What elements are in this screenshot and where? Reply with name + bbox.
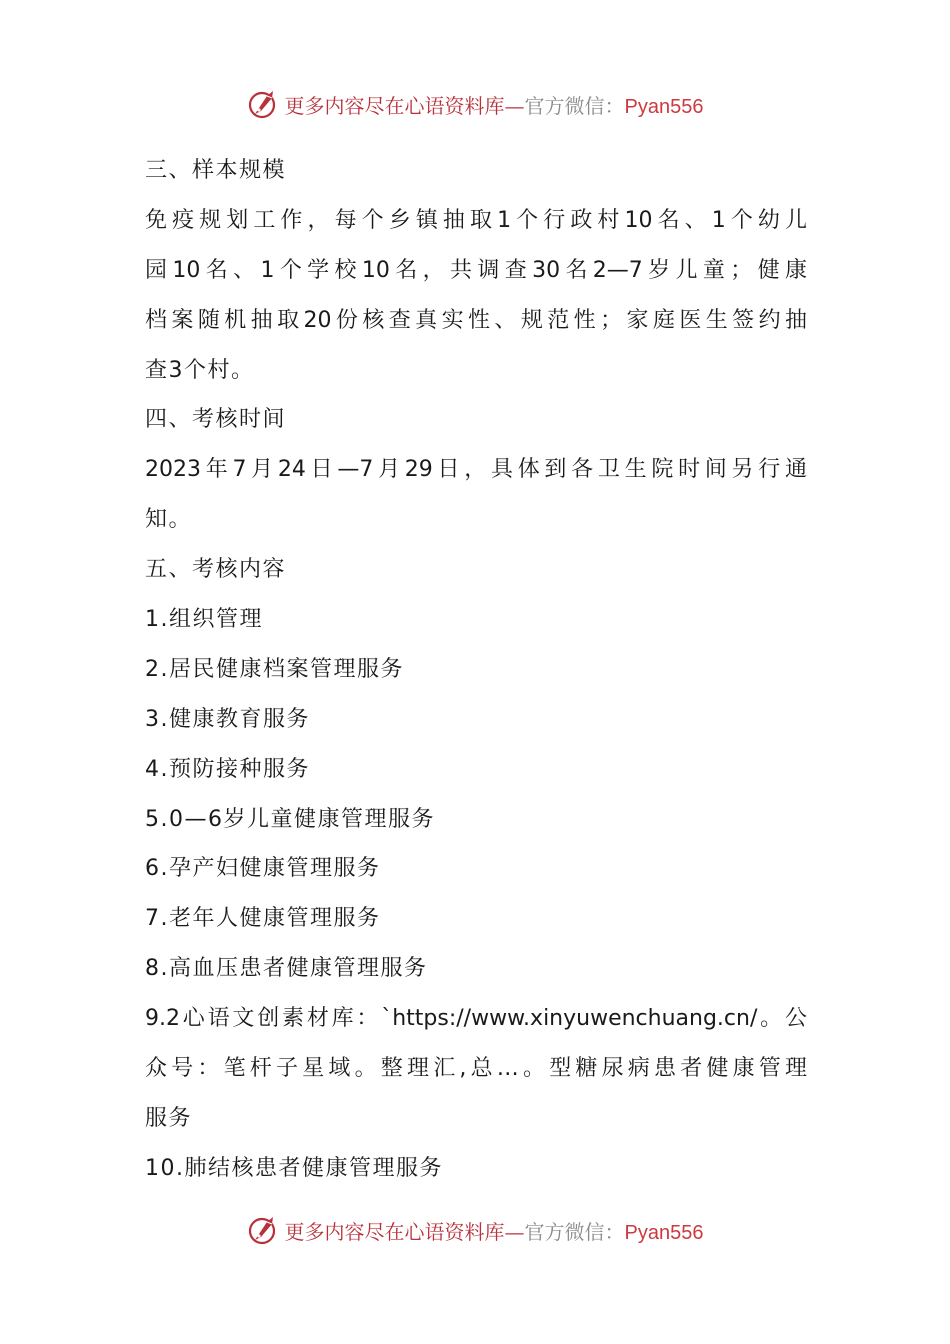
text-line: 7.老年人健康管理服务 [145, 906, 381, 932]
text-line: 免疫规划工作，每个乡镇抽取1个行政村10名、1个幼儿 [145, 207, 807, 233]
pen-nib-logo-icon [247, 1213, 281, 1247]
header-watermark-banner [0, 84, 950, 124]
pen-nib-logo-icon [247, 87, 281, 121]
text-line: 4.预防接种服务 [145, 756, 310, 782]
text-line: 1.组织管理 [145, 607, 263, 633]
text-line: 5.0—6岁儿童健康管理服务 [145, 806, 435, 832]
text-line: 四、考核时间 [145, 407, 287, 433]
text-line: 知。 [145, 507, 193, 533]
text-line: 10.肺结核患者健康管理服务 [145, 1155, 443, 1181]
text-line: 五、考核内容 [145, 557, 287, 583]
watermark-main: 更多内容尽在心语资料库 [284, 93, 505, 118]
text-line: 3.健康教育服务 [145, 706, 310, 732]
watermark-text [285, 90, 704, 119]
watermark-wechat-id: Pyan556 [624, 1221, 704, 1244]
text-line: 9.2心语文创素材库：`https://www.xinyuwenchuang.cn/。公 [145, 1006, 807, 1032]
watermark-dash: — [504, 1219, 525, 1244]
watermark-wechat-label: 官方微信： [524, 93, 625, 118]
text-line: 服务 [145, 1105, 193, 1131]
footer-watermark-banner [0, 1210, 950, 1250]
document-body [145, 146, 807, 1194]
watermark-dash: — [504, 93, 525, 118]
watermark-main: 更多内容尽在心语资料库 [284, 1219, 505, 1244]
text-line: 园10名、1个学校10名，共调查30名2—7岁儿童；健康 [145, 257, 807, 283]
text-line: 8.高血压患者健康管理服务 [145, 956, 428, 982]
text-line: 2023年7月24日—7月29日，具体到各卫生院时间另行通 [145, 457, 807, 483]
text-line: 档案随机抽取20份核查真实性、规范性；家庭医生签约抽 [145, 307, 807, 333]
text-line: 6.孕产妇健康管理服务 [145, 856, 381, 882]
watermark-wechat-id: Pyan556 [624, 95, 704, 118]
watermark-wechat-label: 官方微信： [524, 1219, 625, 1244]
text-line: 众号：笔杆子星域。整理汇,总…。型糖尿病患者健康管理 [145, 1056, 807, 1082]
text-line: 三、样本规模 [145, 158, 287, 183]
text-line: 2.居民健康档案管理服务 [145, 656, 404, 682]
watermark-text [285, 1216, 704, 1245]
text-line: 查3个村。 [145, 357, 255, 383]
